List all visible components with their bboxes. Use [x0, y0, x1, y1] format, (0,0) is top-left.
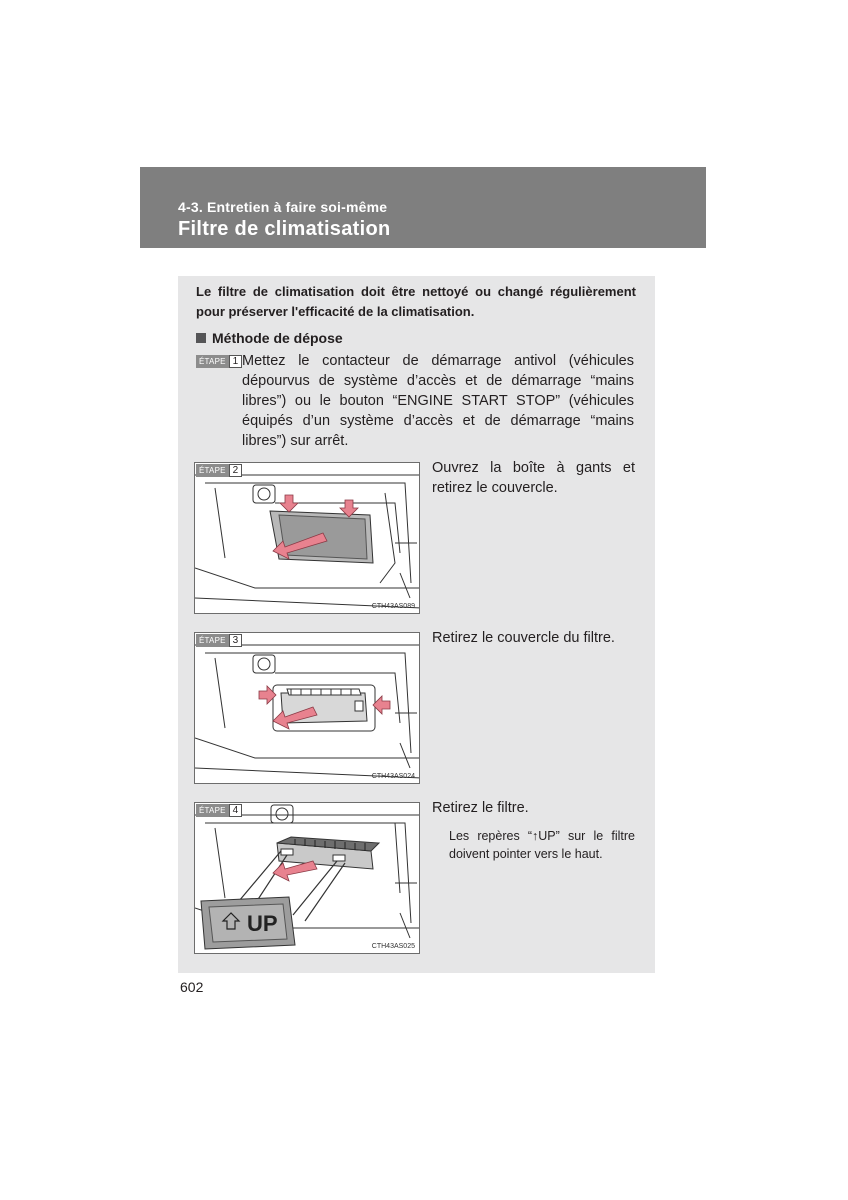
method-heading — [196, 330, 343, 346]
figure-code: CTH43AS024 — [371, 773, 415, 780]
step-badge-1 — [196, 355, 242, 368]
step-badge-number: 2 — [229, 464, 243, 477]
chapter-header — [140, 167, 706, 248]
square-bullet-icon — [196, 333, 206, 343]
step-badge-label: ÉTAPE — [196, 464, 229, 477]
step-badge-number: 3 — [229, 634, 243, 647]
step-4-text: Retirez le filtre. — [432, 800, 529, 816]
filter-cartridge — [277, 837, 379, 869]
step-badge-4 — [196, 804, 242, 817]
page-number: 602 — [180, 979, 204, 995]
step-badge-label: ÉTAPE — [196, 355, 229, 368]
step-4-note: Les repères “↑UP” sur le filtre doivent pointer vers le haut. — [449, 829, 635, 861]
step-4-illustration — [194, 802, 420, 954]
step-3-illustration — [194, 632, 420, 784]
figure-code: CTH43AS025 — [371, 943, 415, 950]
step-badge-number: 1 — [229, 355, 243, 368]
filter-cover-drawing — [195, 633, 420, 784]
step-1-text: Mettez le contacteur de démarrage antivol (véhicules dépourvus de système d’accès et de démarrage “mains libres”) ou le bouton “ENGINE START STOP” (véhicules équipés d’un système d’accès et de démarrage “mains libres”) sur arrêt. — [242, 353, 634, 449]
step-badge-3 — [196, 634, 242, 647]
step-badge-number: 4 — [229, 804, 243, 817]
page-title: Filtre de climatisation — [178, 218, 391, 240]
glove-box-cover-drawing — [195, 463, 420, 614]
section-label: 4-3. Entretien à faire soi-même — [178, 199, 388, 215]
step-2-illustration — [194, 462, 420, 614]
step-badge-label: ÉTAPE — [196, 804, 229, 817]
step-2-text: Ouvrez la boîte à gants et retirez le couvercle. — [432, 460, 635, 496]
step-badge-2 — [196, 464, 242, 477]
filter-removal-drawing — [195, 803, 420, 954]
step-3-text: Retirez le couvercle du filtre. — [432, 630, 615, 646]
up-marking-text: UP — [247, 911, 278, 936]
up-mark-callout — [201, 897, 295, 949]
method-heading-text: Méthode de dépose — [212, 330, 343, 346]
figure-code: CTH43AS089 — [371, 603, 415, 610]
intro-paragraph: Le filtre de climatisation doit être nettoyé ou changé régulièrement pour préserver l'efficacité de la climatisation. — [196, 284, 636, 319]
step-badge-label: ÉTAPE — [196, 634, 229, 647]
